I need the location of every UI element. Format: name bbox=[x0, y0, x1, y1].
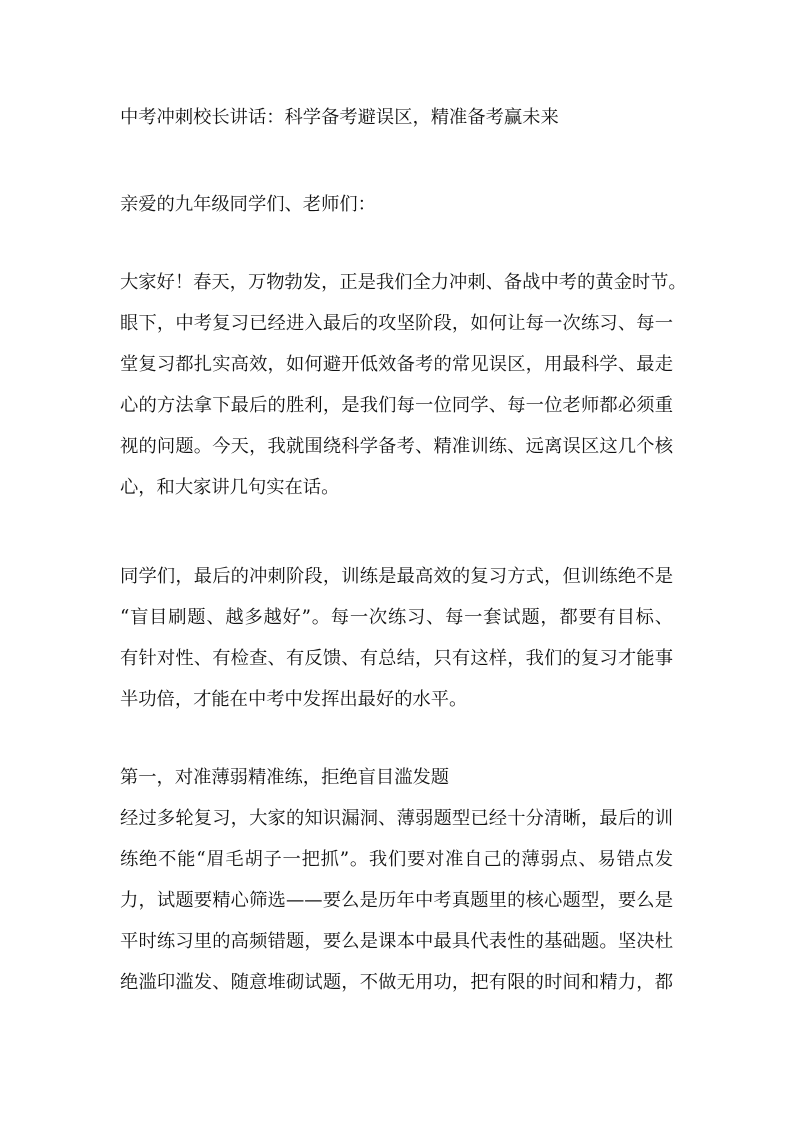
section-heading: 第一，对准薄弱精准练，拒绝盲目滥发题 bbox=[120, 767, 450, 788]
paragraph-line: 有针对性、有检查、有反馈、有总结，只有这样，我们的复习才能事 bbox=[120, 648, 673, 669]
paragraph-line: 大家好！春天，万物勃发，正是我们全力冲刺、备战中考的黄金时节。 bbox=[120, 272, 687, 293]
paragraph-line: 心，和大家讲几句实在话。 bbox=[120, 477, 340, 498]
paragraph-line: 半功倍，才能在中考中发挥出最好的水平。 bbox=[120, 689, 468, 710]
salutation: 亲爱的九年级同学们、老师们： bbox=[120, 194, 376, 215]
paragraph-line: 绝滥印滥发、随意堆砌试题，不做无用功，把有限的时间和精力，都 bbox=[120, 972, 673, 993]
paragraph-line: 心的方法拿下最后的胜利，是我们每一位同学、每一位老师都必须重 bbox=[120, 395, 673, 416]
paragraph-line: 力，试题要精心筛选——要么是历年中考真题里的核心题型，要么是 bbox=[120, 890, 673, 911]
paragraph-line: 练绝不能“眉毛胡子一把抓”。我们要对准自己的薄弱点、易错点发 bbox=[120, 849, 673, 870]
paragraph-line: 眼下，中考复习已经进入最后的攻坚阶段，如何让每一次练习、每一 bbox=[120, 313, 673, 334]
document-title: 中考冲刺校长讲话：科学备考避误区，精准备考赢未来 bbox=[120, 107, 559, 128]
paragraph-line: 平时练习里的高频错题，要么是课本中最具代表性的基础题。坚决杜 bbox=[120, 931, 673, 952]
paragraph-line: “盲目刷题、越多越好”。每一次练习、每一套试题，都要有目标、 bbox=[120, 607, 673, 628]
paragraph-line: 堂复习都扎实高效，如何避开低效备考的常见误区，用最科学、最走 bbox=[120, 354, 673, 375]
paragraph-line: 视的问题。今天，我就围绕科学备考、精准训练、远离误区这几个核 bbox=[120, 436, 673, 457]
paragraph-line: 经过多轮复习，大家的知识漏洞、薄弱题型已经十分清晰，最后的训 bbox=[120, 808, 673, 829]
paragraph-line: 同学们，最后的冲刺阶段，训练是最高效的复习方式，但训练绝不是 bbox=[120, 566, 673, 587]
